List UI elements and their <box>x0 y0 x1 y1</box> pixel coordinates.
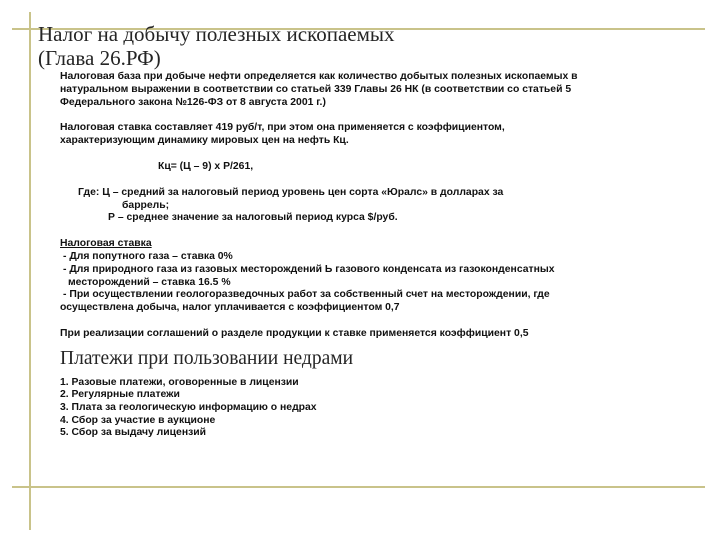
gas-rate-item-3a: - При осуществлении геологоразведочных работ за собственный счет на месторождении, где <box>63 289 550 301</box>
base-line-1: Налоговая база при добыче нефти определяется как количество добытых полезных ископаемых в <box>60 71 578 82</box>
bottom-horizontal-rule <box>12 486 705 488</box>
formula: Кц= (Ц – 9) х Р/261, <box>158 160 254 172</box>
payments-item: 2. Регулярные платежи <box>60 389 180 401</box>
payments-title: Платежи при пользовании недрами <box>60 347 354 369</box>
payments-item: 3. Плата за геологическую информацию о недрах <box>60 401 317 413</box>
gas-rate-item-2a: - Для природного газа из газовых месторождений Ь газового конденсата из газоконденсатных <box>63 263 555 275</box>
where-line-1: Где: Ц – средний за налоговый период уровень цен сорта «Юралс» в долларах за <box>78 186 504 198</box>
title-line-2: (Глава 26.РФ) <box>38 46 161 70</box>
where-line-3: Р – среднее значение за налоговый период курса $/руб. <box>108 212 398 224</box>
base-line-2: натуральном выражении в соответствии со статьей 339 Главы 26 НК (в соответствии со статьей 5 <box>60 83 572 95</box>
payments-item: 4. Сбор за участие в аукционе <box>60 414 216 426</box>
rate-line-2: характеризующим динамику мировых цен на нефть Кц. <box>60 135 349 147</box>
gas-rate-heading: Налоговая ставка <box>60 238 152 250</box>
payments-list <box>60 377 680 440</box>
left-vertical-rule <box>29 12 31 530</box>
payments-item: 5. Сбор за выдачу лицензий <box>60 427 207 439</box>
payments-item: 1. Разовые платежи, оговоренные в лицензии <box>60 376 299 388</box>
slide-title <box>38 22 698 70</box>
title-line-1: Налог на добычу полезных ископаемых <box>38 22 395 46</box>
gas-rate-item-2b: месторождений – ставка 16.5 % <box>68 276 231 288</box>
base-line-3: Федерального закона №126-ФЗ от 8 августа 2001 г.) <box>60 96 326 108</box>
gas-rate-item-1: - Для попутного газа – ставка 0% <box>63 250 233 262</box>
gas-rate-item-3b: осуществлена добыча, налог уплачивается с коэффициентом 0,7 <box>60 302 400 314</box>
psa-coefficient: При реализации соглашений о разделе продукции к ставке применяется коэффициент 0,5 <box>60 327 529 339</box>
where-line-2: баррель; <box>122 199 170 211</box>
slide-body <box>60 71 680 440</box>
rate-line-1: Налоговая ставка составляет 419 руб/т, при этом она применяется с коэффициентом, <box>60 122 505 134</box>
